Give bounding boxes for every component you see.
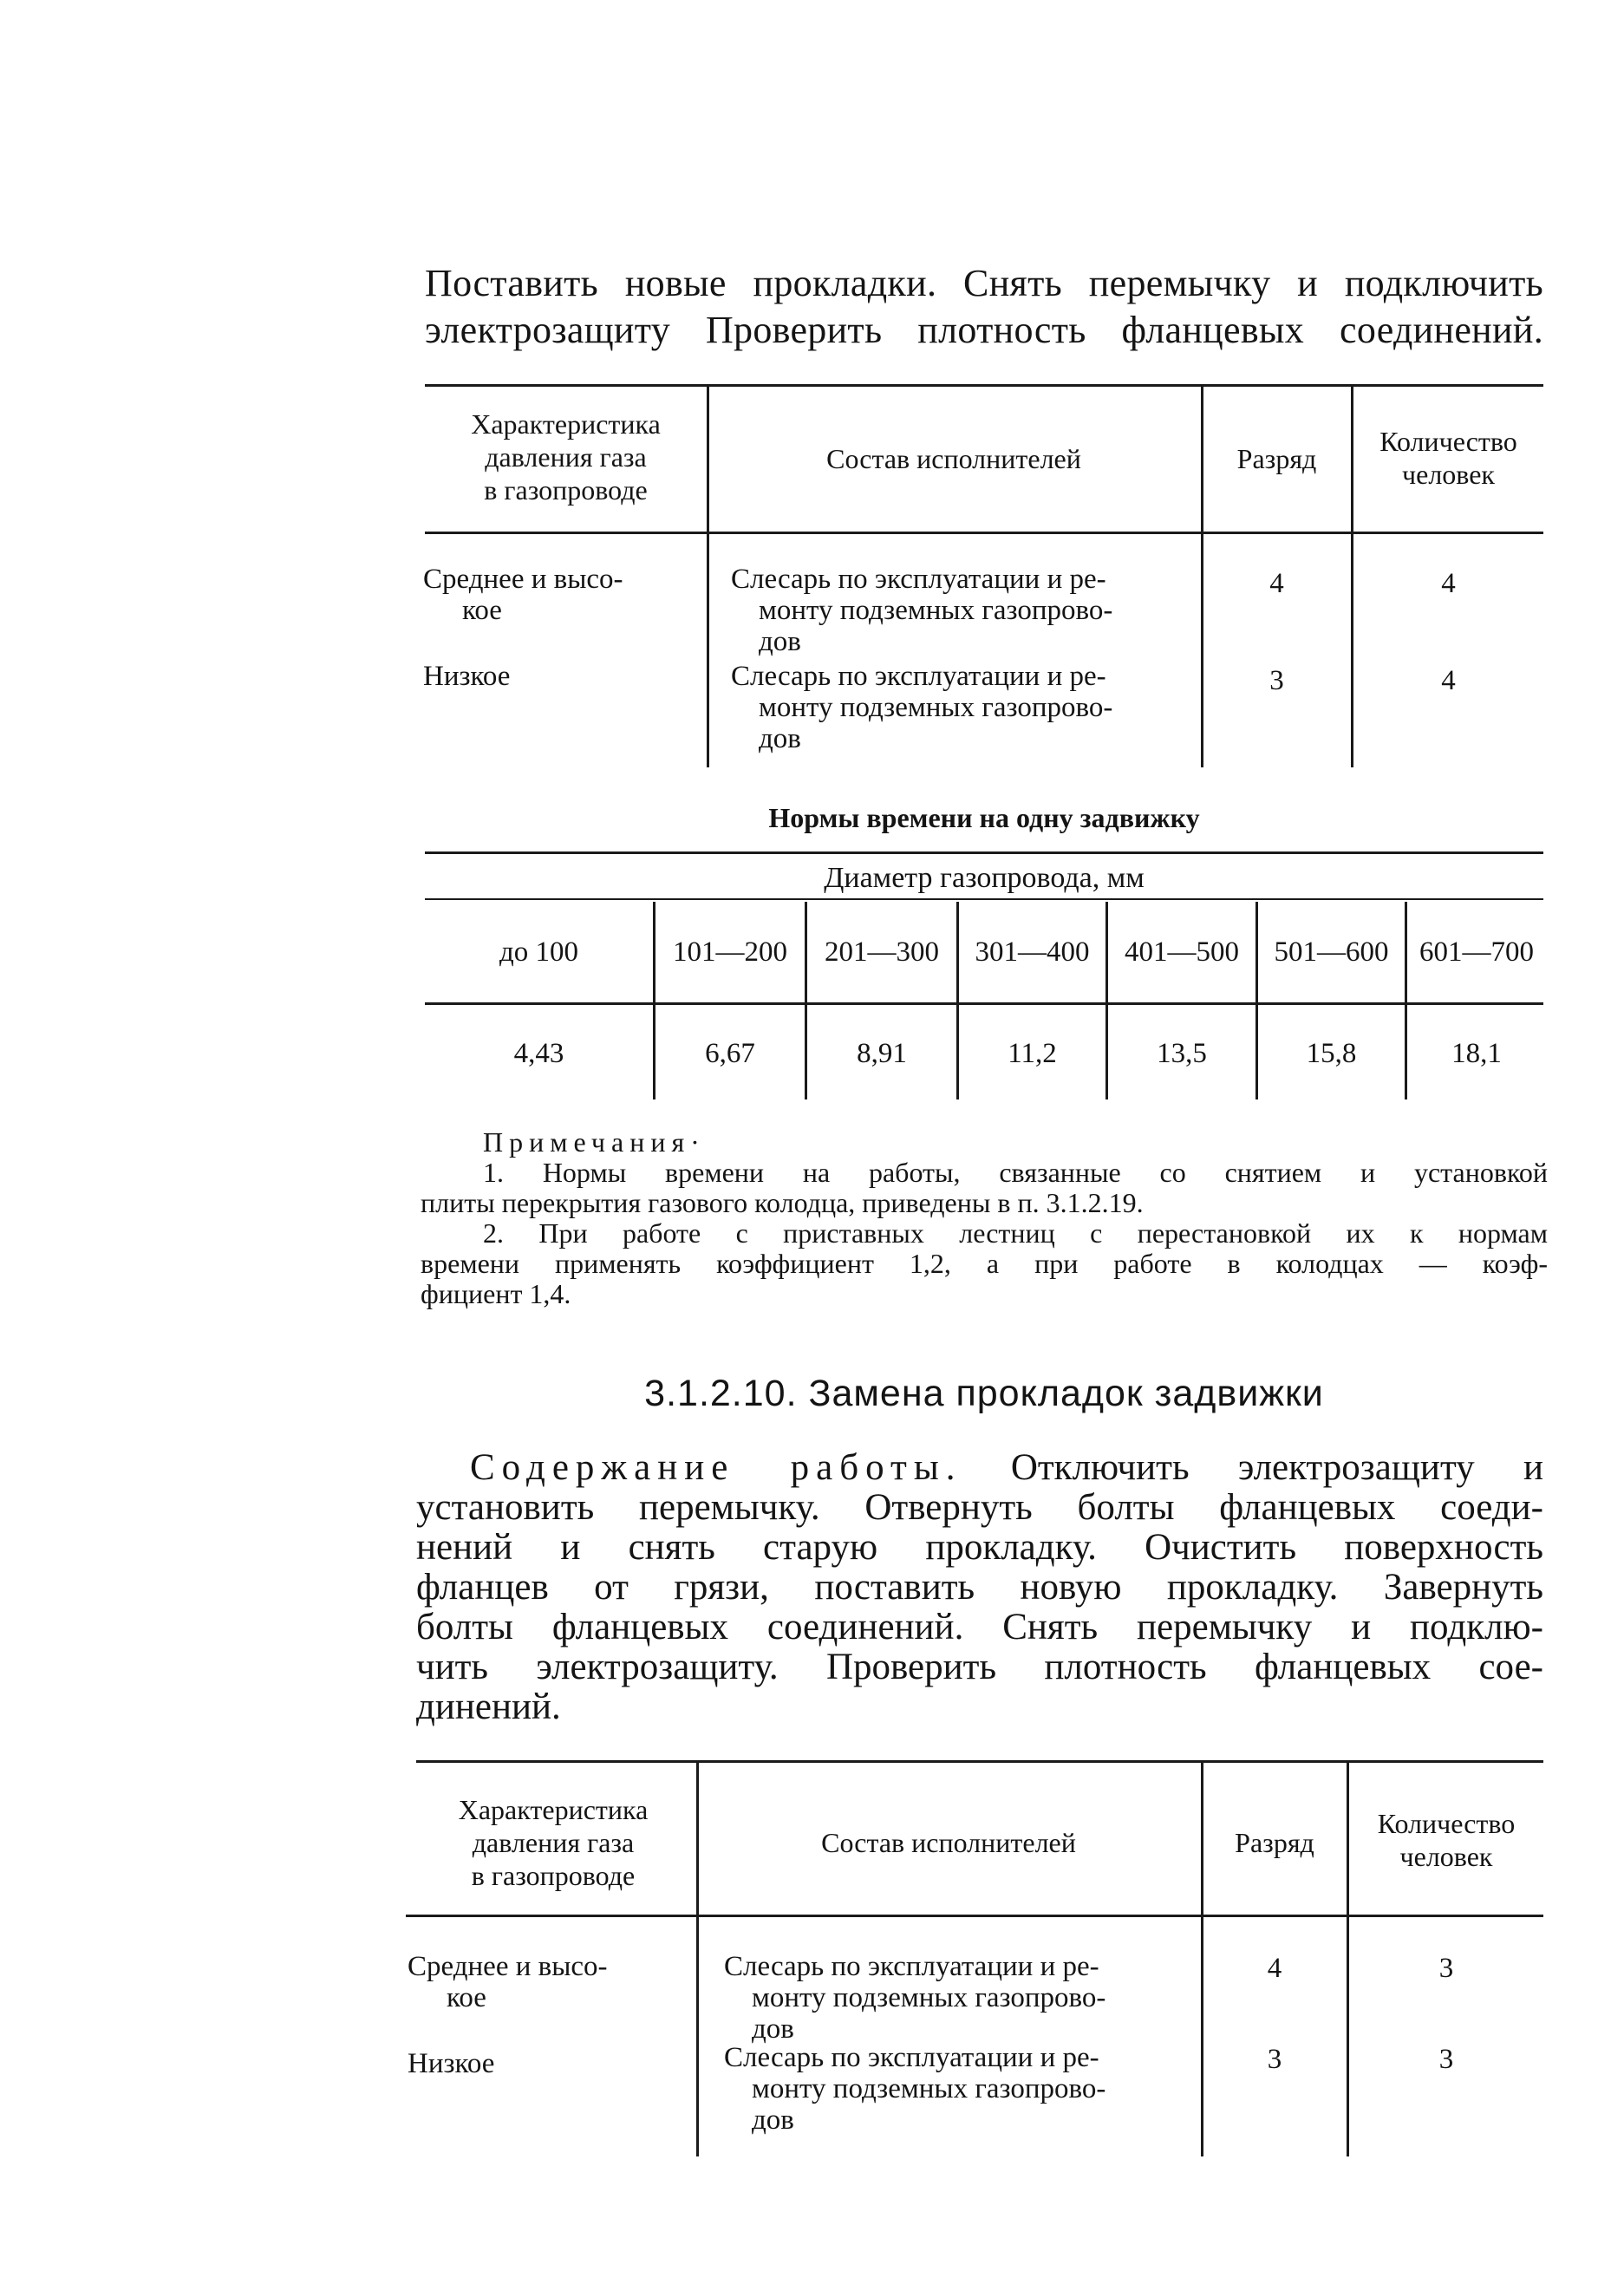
norms-value-4: 11,2 (1008, 1038, 1057, 1069)
table1-row2-pressure (423, 661, 701, 692)
section-line-6: чить электрозащиту. Проверить плотность фланцевых сое- (416, 1647, 1543, 1687)
note-1-line-2: плиты перекрытия газового колодца, приведены в п. 3.1.2.19. (421, 1187, 1144, 1218)
note-2-line-2: времени применять коэффициент 1,2, а при работе в колодцах — коэф- (421, 1248, 1548, 1279)
norms-diameter-header: Диаметр газопровода, мм (824, 862, 1145, 894)
section-line-3: нений и снять старую прокладку. Очистить поверхность (416, 1527, 1543, 1568)
header-pressure-line: давления газа (472, 1827, 635, 1858)
table2-row2-grade: 3 (1267, 2044, 1282, 2075)
section-line-5: болты фланцевых соединений. Снять перемычку и подклю- (416, 1607, 1543, 1647)
norms-value-5: 13,5 (1157, 1038, 1207, 1069)
norms-col-6: 501—600 (1274, 936, 1389, 968)
intro-line-2: электрозащиту Проверить плотность фланцевых соединений. (425, 309, 1543, 351)
table1-top-rule (425, 384, 1543, 387)
section-line-4: фланцев от грязи, поставить новую прокладку. Завернуть (416, 1567, 1543, 1608)
table1-row2-count: 4 (1441, 665, 1456, 696)
header-pressure-line: в газопроводе (484, 474, 648, 506)
norms-col-3: 201—300 (825, 936, 939, 968)
norms-top-rule (425, 851, 1543, 854)
cell-line: монту подземных газопрово- (752, 1982, 1106, 2013)
table2-row1-workers (724, 1951, 1201, 2045)
header-count-line: человек (1402, 459, 1495, 490)
cell-line: Слесарь по эксплуатации и ре- (731, 661, 1106, 692)
note-2-line-3: фициент 1,4. (421, 1278, 571, 1309)
cell-line: Среднее и высо- (423, 564, 623, 595)
section-line-2: установить перемычку. Отвернуть болты фланцевых соеди- (416, 1487, 1543, 1528)
norms-values-rule (425, 1002, 1543, 1005)
norms-value-3: 8,91 (857, 1038, 907, 1069)
table2-row1-grade: 4 (1267, 1953, 1282, 1984)
header-count-line: человек (1399, 1841, 1493, 1872)
cell-line: Низкое (423, 661, 511, 692)
intro-line-1: Поставить новые прокладки. Снять перемычку и подключить (425, 262, 1543, 304)
cell-line: Слесарь по эксплуатации и ре- (731, 564, 1106, 595)
notes-heading: Примечания· (483, 1126, 706, 1158)
table2-row2-count: 3 (1438, 2044, 1454, 2075)
norms-col-5: 401—500 (1125, 936, 1239, 968)
header-pressure-line: давления газа (485, 441, 647, 473)
table2-vline-1 (696, 1762, 699, 2156)
table1-row1-grade: 4 (1269, 568, 1284, 599)
table1-row2-workers (731, 661, 1199, 754)
cell-line: монту подземных газопрово- (752, 2073, 1106, 2104)
cell-line: дов (759, 723, 801, 754)
header-count-line: Количество (1377, 1808, 1516, 1839)
table1-header-grade: Разряд (1236, 443, 1317, 474)
table2-vline-2 (1201, 1762, 1203, 2156)
table2-header-workers: Состав исполнителей (821, 1827, 1076, 1858)
table2-row2-pressure (408, 2048, 694, 2079)
cell-line: Слесарь по эксплуатации и ре- (724, 1951, 1099, 1982)
norms-vline-1 (653, 902, 655, 1099)
table1-row1-pressure (423, 564, 701, 626)
norms-value-2: 6,67 (705, 1038, 755, 1069)
table1-header-rule (425, 532, 1543, 534)
table1-row2-grade: 3 (1269, 665, 1284, 696)
table2-header-count (1351, 1807, 1542, 1873)
cell-line: дов (759, 626, 801, 657)
table2-header-pressure (414, 1793, 692, 1892)
table1-vline-3 (1351, 386, 1353, 767)
norms-vline-4 (1105, 902, 1108, 1099)
norms-col-7: 601—700 (1419, 936, 1534, 968)
table2-header-grade: Разряд (1235, 1827, 1314, 1858)
norms-vline-3 (956, 902, 959, 1099)
header-count-line: Количество (1379, 426, 1517, 457)
cell-line: дов (752, 2104, 794, 2136)
note-1-line-1: 1. Нормы времени на работы, связанные со снятием и установкой (483, 1157, 1548, 1188)
table1-header-workers: Состав исполнителей (826, 443, 1081, 474)
table2-vline-3 (1347, 1762, 1349, 2156)
cell-line: кое (447, 1982, 486, 2013)
table2-top-rule (416, 1760, 1543, 1763)
norms-value-7: 18,1 (1451, 1038, 1502, 1069)
table2-row1-pressure (408, 1951, 694, 2013)
cell-line: Слесарь по эксплуатации и ре- (724, 2042, 1099, 2073)
cell-line: дов (752, 2013, 794, 2045)
norms-value-1: 4,43 (513, 1038, 564, 1069)
table2-row1-count: 3 (1438, 1953, 1454, 1984)
header-pressure-line: в газопроводе (471, 1860, 636, 1891)
header-pressure-line: Характеристика (471, 408, 661, 440)
table1-vline-2 (1201, 386, 1203, 767)
section-line-1-text: Отключить электрозащиту и (1010, 1447, 1544, 1488)
section-line-7: динений. (416, 1687, 561, 1727)
cell-line: Среднее и высо- (408, 1951, 608, 1982)
norms-title: Нормы времени на одну задвижку (768, 802, 1200, 833)
table2-row2-workers (724, 2042, 1201, 2136)
norms-vline-2 (805, 902, 807, 1099)
norms-value-6: 15,8 (1306, 1038, 1357, 1069)
cell-line: монту подземных газопрово- (759, 595, 1113, 626)
norms-col-2: 101—200 (673, 936, 787, 968)
norms-subheader-rule (425, 898, 1543, 900)
intro-paragraph (425, 260, 1543, 354)
section-lead: Содержание работы. (470, 1447, 962, 1488)
cell-line: Низкое (408, 2048, 495, 2079)
norms-col-4: 301—400 (975, 936, 1090, 968)
table2-header-rule (406, 1915, 1543, 1917)
table1-header-pressure (429, 408, 702, 506)
norms-vline-5 (1256, 902, 1258, 1099)
table1-header-count (1355, 425, 1542, 491)
cell-line: кое (462, 595, 502, 626)
notes-block (421, 1127, 1548, 1309)
table1-row1-count: 4 (1441, 568, 1456, 599)
note-2-line-1: 2. При работе с приставных лестниц с перестановкой их к нормам (483, 1217, 1548, 1249)
section-line-1 (416, 1448, 1543, 1488)
norms-vline-6 (1405, 902, 1407, 1099)
table1-row1-workers (731, 564, 1199, 657)
header-pressure-line: Характеристика (458, 1794, 649, 1825)
section-paragraph (416, 1448, 1543, 1727)
table1-vline-1 (707, 386, 709, 767)
cell-line: монту подземных газопрово- (759, 692, 1113, 723)
section-title: 3.1.2.10. Замена прокладок задвижки (644, 1373, 1324, 1414)
norms-col-1: до 100 (499, 936, 579, 968)
